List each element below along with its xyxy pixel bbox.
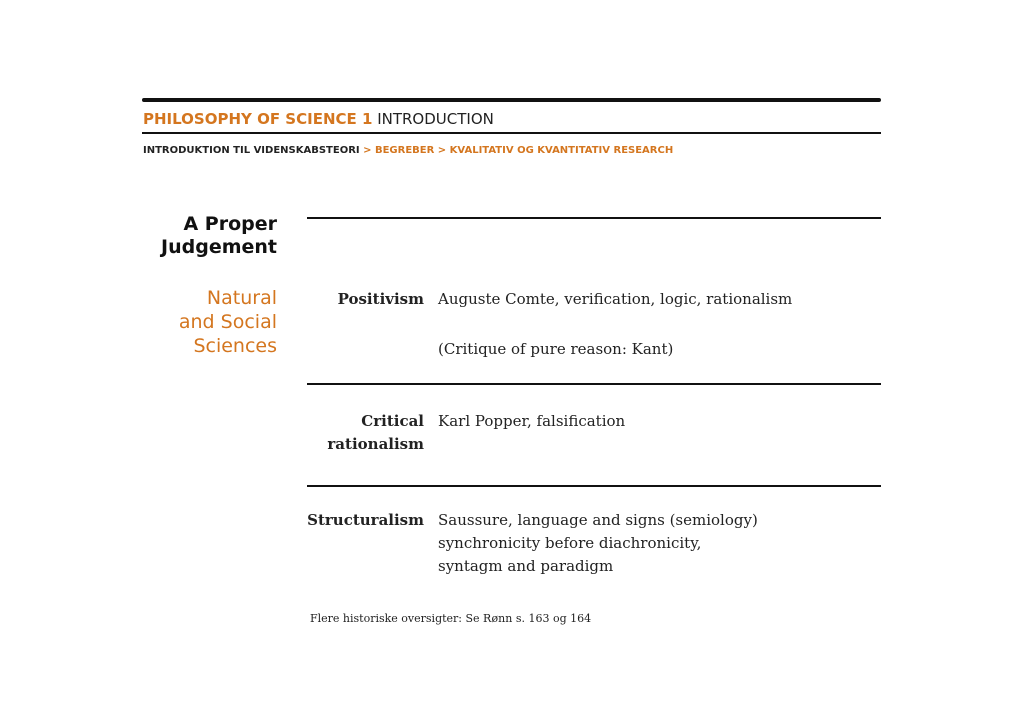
title-sub: INTRODUCTION [377,110,494,128]
entry-desc-structuralism [438,509,758,578]
section-rule-3 [307,485,881,487]
entry-desc-structuralism-1: Saussure, language and signs (semiology) [438,511,758,529]
entry-term-rationalism: rationalism [327,435,424,453]
breadcrumb [143,144,673,158]
entry-term-positivism: Positivism [337,290,424,308]
entry-desc-critical-rationalism: Karl Popper, falsification [438,412,626,430]
entry-term-critical-rationalism [304,410,424,456]
sidebar-heading-line1: A Proper [183,213,277,235]
breadcrumb-root: INTRODUKTION TIL VIDENSKABSTEORI [143,145,360,156]
page-title [143,109,494,129]
entry-desc-positivism-2: (Critique of pure reason: Kant) [438,340,674,358]
entry-desc-structuralism-3: syntagm and paradigm [438,557,614,575]
section-rule-2 [307,383,881,385]
entry-term-critical: Critical [361,412,424,430]
sidebar-subheading [140,286,277,358]
footnote: Flere historiske oversigter: Se Rønn s. 163 og 164 [310,612,592,625]
entry-desc-structuralism-2: synchronicity before diachronicity, [438,534,702,552]
sidebar-sub-line3: Sciences [193,335,277,357]
sidebar-heading-line2: Judgement [161,236,277,258]
entry-desc-positivism-1: Auguste Comte, verification, logic, rationalism [438,290,793,308]
header-top-rule [142,98,881,102]
entry-term-structuralism: Structuralism [307,511,424,529]
sidebar-heading [140,213,277,259]
sidebar-sub-line2: and Social [178,311,277,333]
title-main: PHILOSOPHY OF SCIENCE 1 [143,110,373,128]
sidebar-sub-line1: Natural [206,287,277,309]
header-mid-rule [142,132,881,134]
breadcrumb-path: > BEGREBER > KVALITATIV OG KVANTITATIV RESEARCH [363,145,674,156]
section-rule-1 [307,217,881,219]
